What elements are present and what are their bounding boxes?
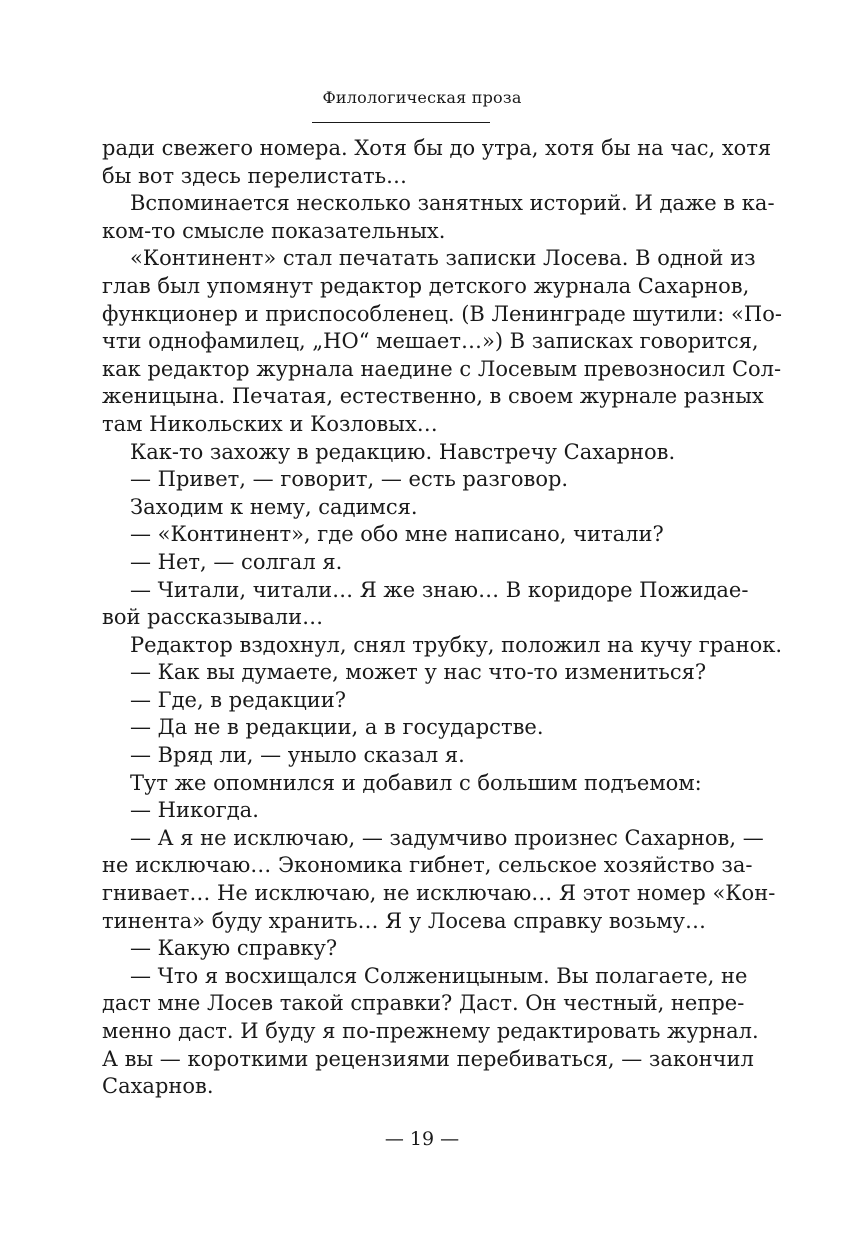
text-line: Редактор вздохнул, снял трубку, положил на кучу гранок. — [130, 632, 783, 657]
text-line: Вспоминается несколько занятных историй. И даже в ка- — [130, 191, 775, 216]
text-line: — Привет, — говорит, — есть разговор. — [130, 467, 569, 492]
text-line: гнивает… Не исключаю, не исключаю… Я этот номер «Кон- — [102, 881, 776, 906]
text-line: не исключаю… Экономика гибнет, сельское хозяйство за- — [102, 853, 753, 878]
text-line: менно даст. И буду я по-прежнему редактировать журнал. — [102, 1019, 759, 1043]
text-line: вой рассказывали… — [102, 605, 324, 630]
page-number: — 19 — — [384, 1128, 460, 1150]
text-line: ради свежего номера. Хотя бы до утра, хотя бы на час, хотя — [102, 136, 772, 160]
text-line: женицына. Печатая, естественно, в своем журнале разных — [102, 384, 764, 409]
text-line: Как-то захожу в редакцию. Навстречу Сахарнов. — [130, 439, 676, 464]
text-line: там Никольских и Козловых… — [102, 411, 438, 436]
text-line: тинента» буду хранить… Я у Лосева справку возьму… — [102, 908, 706, 933]
text-line: Тут же опомнился и добавил с большим подъемом: — [130, 770, 702, 795]
text-line: функционер и приспособленец. (В Ленинграде шутили: «По- — [102, 301, 782, 326]
text-line: Заходим к нему, садимся. — [130, 494, 418, 519]
running-head-rule — [312, 122, 490, 123]
text-line: — Нет, — солгал я. — [130, 549, 343, 574]
text-line: глав был упомянут редактор детского журнала Сахарнов, — [102, 273, 750, 298]
text-line: — Что я восхищался Солженицыным. Вы полагаете, не — [130, 963, 748, 988]
running-head: Филологическая проза — [322, 88, 522, 107]
text-line: чти однофамилец, „НО“ мешает…») В записках говорится, — [102, 329, 759, 354]
body-text — [102, 135, 783, 1101]
text-line: А вы — короткими рецензиями перебиваться, — закончил — [102, 1046, 754, 1071]
text-line: как редактор журнала наедине с Лосевым превозносил Сол- — [102, 356, 782, 381]
text-line: — А я не исключаю, — задумчиво произнес Сахарнов, — — [130, 825, 764, 850]
text-line: — Никогда. — [130, 798, 259, 823]
text-line: — Вряд ли, — уныло сказал я. — [130, 743, 465, 768]
text-line: — Как вы думаете, может у нас что-то измениться? — [130, 660, 707, 685]
text-line: — Какую справку? — [130, 936, 338, 961]
text-line: Сахарнов. — [102, 1074, 214, 1099]
text-line: — «Континент», где обо мне написано, читали? — [130, 522, 664, 547]
text-line: — Где, в редакции? — [130, 687, 346, 712]
text-line: — Да не в редакции, а в государстве. — [130, 715, 544, 740]
text-line: «Континент» стал печатать записки Лосева. В одной из — [130, 246, 756, 271]
text-line: бы вот здесь перелистать… — [102, 163, 408, 188]
text-line: даст мне Лосев такой справки? Даст. Он честный, непре- — [102, 991, 745, 1016]
text-line: — Читали, читали… Я же знаю… В коридоре Пожидае- — [130, 577, 749, 602]
text-line: ком-то смысле показательных. — [102, 218, 446, 243]
